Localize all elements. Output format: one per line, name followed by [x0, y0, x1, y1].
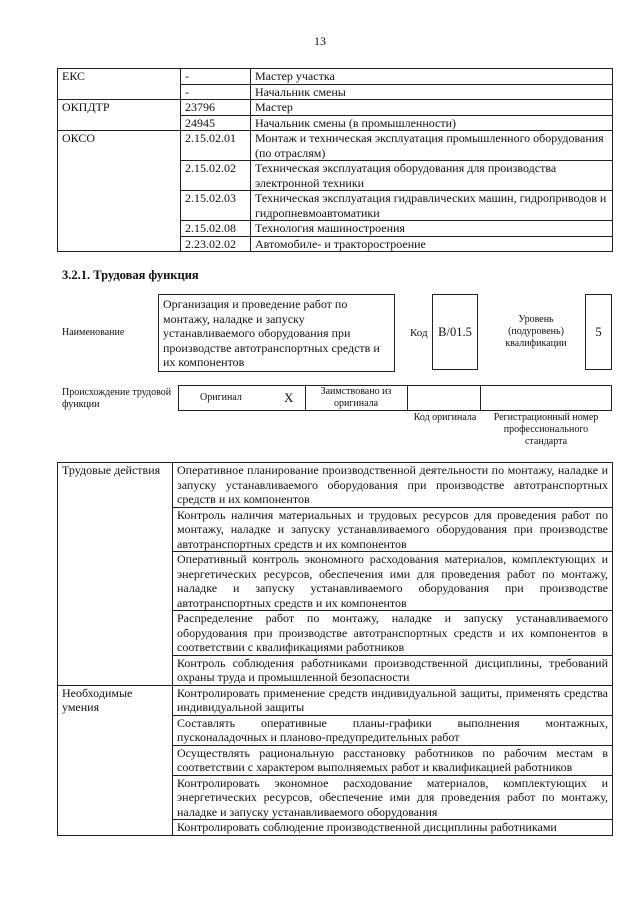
classifier-title: Техническая эксплуатация оборудования для производства электронной техники — [251, 161, 613, 191]
qualification-level: 5 — [585, 294, 612, 370]
detail-item: Составлять оперативные планы-графики выполнения монтажных, пусконаладочных и планово-предупредительных работ — [173, 715, 613, 745]
original-mark: X — [284, 390, 294, 405]
detail-item: Осуществлять рациональную расстановку работников по рабочим местам в соответствии с характером выполняемых работ и квалификацией работников — [173, 745, 613, 775]
detail-category: Трудовые действия — [58, 463, 173, 686]
classifier-title: Мастер участка — [251, 69, 613, 85]
classifier-title: Монтаж и техническая эксплуатация промышленного оборудования (по отраслям) — [251, 131, 613, 161]
classifier-code: - — [181, 69, 251, 85]
detail-item: Контролировать экономное расходование материалов, комплектующих и энергетических ресурсов, обеспечение ими для проведения работ по монтажу, наладке и запуску устанавливаемого оборудования — [173, 775, 613, 820]
detail-item: Контролировать применение средств индивидуальной защиты, применять средства индивидуальной защиты — [173, 685, 613, 715]
detail-category: Необходимые умения — [58, 685, 173, 835]
classifier-title: Автомобиле- и тракторостроение — [251, 236, 613, 252]
section-heading: 3.2.1. Трудовая функция — [62, 268, 199, 282]
classifier-title: Техническая эксплуатация гидравлических машин, гидроприводов и гидропневмоавтоматики — [251, 191, 613, 221]
detail-row — [58, 685, 613, 715]
reg-number-label: Регистрационный номер профессионального стандарта — [493, 412, 599, 447]
classifiers-table — [57, 68, 613, 252]
function-code: B/01.5 — [432, 294, 478, 370]
classifier-row — [58, 131, 613, 161]
detail-item: Оперативное планирование производственной деятельности по монтажу, наладке и запуску устанавливаемого оборудования при производстве автотранспортных средств и их компонентов — [173, 463, 613, 508]
classifier-code: 2.15.02.02 — [181, 161, 251, 191]
detail-item: Распределение работ по монтажу, наладке и запуску устанавливаемого оборудования при производстве автотранспортных средств и их компонентов в соответствии с квалификациями работников — [173, 611, 613, 656]
classifier-title: Начальник смены — [251, 84, 613, 100]
classifier-title: Мастер — [251, 100, 613, 116]
code-label: Код — [410, 327, 428, 339]
detail-item: Оперативный контроль экономного расходования материалов, комплектующих и энергетических ресурсов, обеспечения ими для проведения работ по монтажу, наладке и запуску устанавливаемого оборудования при производстве автотранспортных средств и их компонентов — [173, 552, 613, 611]
classifier-code: 23796 — [181, 100, 251, 116]
classifier-code: 2.15.02.01 — [181, 131, 251, 161]
detail-item: Контроль соблюдения работниками производственной дисциплины, требований охраны труда и промышленной безопасности — [173, 655, 613, 685]
classifier-title: Технология машиностроения — [251, 221, 613, 237]
classifier-title: Начальник смены (в промышленности) — [251, 115, 613, 131]
origin-label: Происхождение трудовой функции — [62, 387, 172, 410]
classifier-row — [58, 69, 613, 85]
borrowed-label: Заимствовано из оригинала — [320, 386, 392, 409]
classifier-name: ЕКС — [58, 69, 181, 100]
page-number: 13 — [314, 34, 326, 48]
classifier-code: 2.15.02.08 — [181, 221, 251, 237]
name-label: Наименование — [62, 327, 125, 338]
classifier-code: 2.15.02.03 — [181, 191, 251, 221]
detail-item: Контроль наличия материальных и трудовых ресурсов для проведения работ по монтажу, наладке и запуску устанавливаемого оборудования при производстве автотранспортных средств и их компонентов — [173, 507, 613, 552]
function-name: Организация и проведение работ по монтажу, наладке и запуску устанавливаемого оборудования при производстве автотранспортных средств и их компонентов — [158, 294, 395, 372]
origin-code-label: Код оригинала — [413, 412, 477, 423]
classifier-code: - — [181, 84, 251, 100]
classifier-name: ОКСО — [58, 131, 181, 252]
details-table — [57, 462, 613, 836]
classifier-code: 2.23.02.02 — [181, 236, 251, 252]
original-label: Оригинал — [200, 392, 242, 403]
classifier-row — [58, 100, 613, 116]
classifier-code: 24945 — [181, 115, 251, 131]
detail-item: Контролировать соблюдение производственной дисциплины работниками — [173, 820, 613, 836]
level-label: Уровень (подуровень) квалификации — [505, 314, 567, 349]
detail-row — [58, 463, 613, 508]
classifier-name: ОКПДТР — [58, 100, 181, 131]
